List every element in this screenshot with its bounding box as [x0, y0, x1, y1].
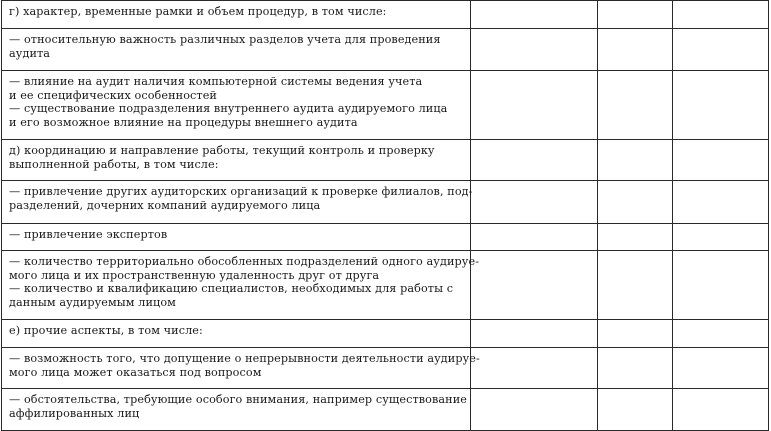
text-line: данным аудируемым лицом: [9, 295, 176, 309]
text-line: — относительную важность различных разделов учета для проведения: [9, 33, 441, 46]
row-description-cell: [2, 71, 471, 140]
empty-cell: [673, 224, 769, 251]
table-row: [2, 320, 769, 348]
empty-cell: [471, 29, 598, 71]
empty-cell: [673, 29, 769, 71]
empty-cell: [673, 348, 769, 389]
table-row: [2, 71, 769, 140]
text-line: аудита: [9, 46, 51, 60]
table-row: [2, 1, 769, 29]
empty-cell: [598, 251, 673, 320]
empty-cell: [673, 181, 769, 224]
text-line: — количество и квалификацию специалистов, необходимых для работы с: [9, 282, 454, 296]
text-line: — обстоятельства, требующие особого внимания, например существование: [9, 393, 467, 406]
text-line: выполненной работы, в том числе:: [9, 157, 219, 171]
row-description-cell: [2, 140, 471, 181]
row-description-cell: [2, 181, 471, 224]
row-description-cell: [2, 251, 480, 320]
empty-cell: [673, 251, 769, 320]
text-line: и ее специфических особенностей: [9, 88, 217, 102]
text-line: разделений, дочерних компаний аудируемого лица: [9, 198, 321, 212]
empty-cell: [471, 224, 598, 251]
table-row: [2, 29, 769, 71]
empty-cell: [673, 389, 769, 431]
empty-cell: [471, 389, 598, 431]
text-line: — существование подразделения внутреннего аудита аудируемого лица: [9, 102, 448, 116]
empty-cell: [598, 1, 673, 29]
empty-cell: [673, 1, 769, 29]
text-line: — влияние на аудит наличия компьютерной системы ведения учета: [9, 75, 423, 88]
text-line: аффилированных лиц: [9, 406, 140, 420]
empty-cell: [598, 224, 673, 251]
empty-cell: [598, 181, 673, 224]
table-row: [2, 348, 769, 389]
table-row: [2, 251, 769, 320]
empty-cell: [471, 71, 598, 140]
empty-cell: [598, 348, 673, 389]
row-description-cell: [2, 224, 471, 251]
text-line: г) характер, временные рамки и объем процедур, в том числе:: [9, 5, 387, 18]
row-description-cell: [2, 320, 471, 348]
row-description-cell: [2, 348, 480, 389]
text-line: — привлечение других аудиторских организаций к проверке филиалов, под-: [9, 185, 473, 198]
empty-cell: [673, 140, 769, 181]
text-line: д) координацию и направление работы, текущий контроль и проверку: [9, 144, 435, 157]
text-line: мого лица может оказаться под вопросом: [9, 365, 262, 379]
empty-cell: [471, 1, 598, 29]
empty-cell: [471, 320, 598, 348]
audit-planning-table: [1, 0, 769, 431]
text-line: и его возможное влияние на процедуры внешнего аудита: [9, 115, 358, 129]
table-row: [2, 389, 769, 431]
empty-cell: [673, 71, 769, 140]
empty-cell: [471, 251, 598, 320]
empty-cell: [598, 140, 673, 181]
empty-cell: [598, 71, 673, 140]
text-line: мого лица и их пространственную удаленность друг от друга: [9, 268, 380, 282]
document-page: [1, 0, 768, 430]
row-description-cell: [2, 1, 471, 29]
text-line: е) прочие аспекты, в том числе:: [9, 324, 203, 337]
empty-cell: [598, 320, 673, 348]
row-description-cell: [2, 29, 471, 71]
text-line: — привлечение экспертов: [9, 228, 168, 241]
text-line: — возможность того, что допущение о непрерывности деятельности аудируе-: [9, 352, 480, 365]
row-description-cell: [2, 389, 471, 431]
empty-cell: [673, 320, 769, 348]
empty-cell: [598, 29, 673, 71]
table-row: [2, 181, 769, 224]
empty-cell: [471, 181, 598, 224]
empty-cell: [598, 389, 673, 431]
table-row: [2, 140, 769, 181]
empty-cell: [471, 140, 598, 181]
empty-cell: [471, 348, 598, 389]
table-row: [2, 224, 769, 251]
text-line: — количество территориально обособленных подразделений одного аудируе-: [9, 255, 480, 268]
